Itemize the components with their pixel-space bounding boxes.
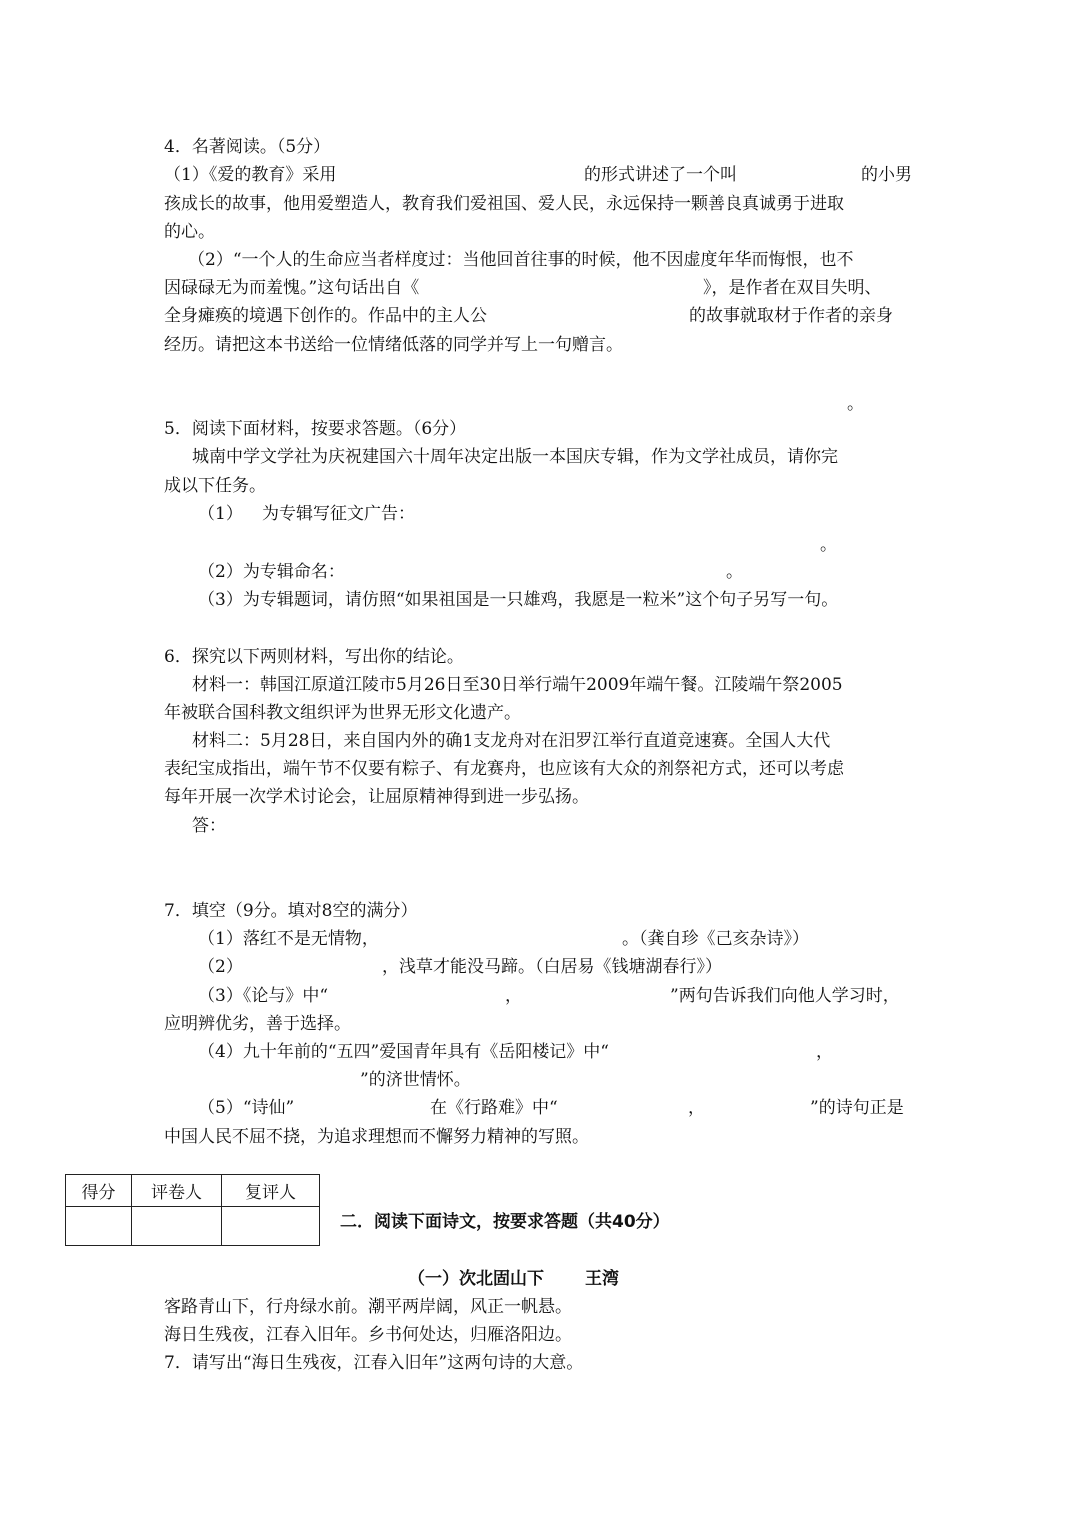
poem-line-2: 海日生残夜，江春入旧年。乡书何处达，归雁洛阳边。 [164, 1325, 572, 1345]
q6-m1-b: 年被联合国科教文组织评为世界无形文化遗产。 [164, 703, 521, 723]
grader-cell[interactable] [132, 1207, 222, 1246]
q4-p2-e: 的故事就取材于作者的亲身 [689, 306, 893, 326]
q6-m2-a: 材料二：5月28日，来自国内外的确1支龙舟对在汨罗江举行直道竞速赛。全国人大代 [192, 731, 831, 751]
q7-i2-b: ，浅草才能没马蹄。（白居易《钱塘湖春行》） [382, 957, 722, 977]
q4-p1-a: （1）《爱的教育》采用 [164, 165, 337, 185]
q6-answer: 答： [192, 816, 226, 836]
poem-author: 王湾 [585, 1269, 619, 1289]
poem-title: （一）次北固山下 [408, 1269, 544, 1289]
q7-i5-c: ， [688, 1098, 705, 1118]
q4-p2-d: 全身瘫痪的境遇下创作的。作品中的主人公 [164, 306, 487, 326]
section2-heading: 二．阅读下面诗文，按要求答题（共40分） [340, 1212, 670, 1232]
q7-i4-b: ， [816, 1042, 833, 1062]
q7-i3-c: ”两句告诉我们向他人学习时， [670, 986, 900, 1006]
q4-p1-c: 的小男 [861, 165, 912, 185]
grader-header: 评卷人 [132, 1175, 222, 1207]
q7-i5-e: 中国人民不屈不挠，为追求理想而不懈努力精神的写照。 [164, 1127, 589, 1147]
poem-line-1: 客路青山下，行舟绿水前。潮平两岸阔，风正一帆悬。 [164, 1297, 572, 1317]
section2-question: 7．请写出“海日生残夜，江春入旧年”这两句诗的大意。 [164, 1353, 584, 1373]
q4-p1-e: 的心。 [164, 222, 215, 242]
q7-i1-b: 。（龚自珍《己亥杂诗》） [622, 929, 809, 949]
q4-p2-b: 因碌碌无为而羞愧。”这句话出自《 [164, 278, 420, 298]
q7-i4-c: ”的济世情怀。 [360, 1070, 471, 1090]
q5-s1-num: （1） [198, 504, 243, 524]
q5-title: 5．阅读下面材料，按要求答题。（6分） [164, 419, 467, 439]
q5-s2-end: 。 [726, 562, 743, 582]
q5-s1-text: 为专辑写征文广告： [262, 504, 415, 524]
q5-intro-b: 成以下任务。 [164, 476, 266, 496]
q4-p2-c: 》，是作者在双目失明、 [703, 278, 882, 298]
q4-p1-b: 的形式讲述了一个叫 [584, 165, 737, 185]
q5-s3: （3）为专辑题词，请仿照“如果祖国是一只雄鸡，我愿是一粒米”这个句子另写一句。 [198, 590, 839, 610]
q7-i4-a: （4）九十年前的“五四”爱国青年具有《岳阳楼记》中“ [198, 1042, 609, 1062]
q4-title: 4．名著阅读。（5分） [164, 137, 331, 157]
q7-i2-a: （2） [198, 957, 243, 977]
reviewer-cell[interactable] [222, 1207, 320, 1246]
q7-i1-a: （1）落红不是无情物， [198, 929, 379, 949]
q7-i5-d: ”的诗句正是 [810, 1098, 904, 1118]
score-cell[interactable] [66, 1207, 132, 1246]
q6-m2-c: 每年开展一次学术讨论会，让屈原精神得到进一步弘扬。 [164, 787, 589, 807]
q7-i5-b: 在《行路难》中“ [430, 1098, 558, 1118]
q5-s2: （2）为专辑命名： [198, 562, 345, 582]
q5-intro-a: 城南中学文学社为庆祝建国六十周年决定出版一本国庆专辑，作为文学社成员，请你完 [192, 447, 838, 467]
q6-m1-a: 材料一：韩国江原道江陵市5月26日至30日举行端午2009年端午餐。江陵端午祭2005 [192, 675, 843, 695]
q7-title: 7．填空（9分。填对8空的满分） [164, 901, 418, 921]
q7-i3-b: ， [505, 986, 522, 1006]
q5-s1-end: 。 [820, 535, 837, 555]
score-table [65, 1174, 320, 1246]
q4-p2-f: 经历。请把这本书送给一位情绪低落的同学并写上一句赠言。 [164, 335, 623, 355]
q7-i3-d: 应明辨优劣，善于选择。 [164, 1014, 351, 1034]
q6-title: 6．探究以下两则材料，写出你的结论。 [164, 647, 464, 667]
q4-end: 。 [847, 394, 864, 414]
q7-i5-a: （5）“诗仙” [198, 1098, 295, 1118]
score-header: 得分 [66, 1175, 132, 1207]
q6-m2-b: 表纪宝成指出，端午节不仅要有粽子、有龙赛舟，也应该有大众的剂祭祀方式，还可以考虑 [164, 759, 844, 779]
reviewer-header: 复评人 [222, 1175, 320, 1207]
q7-i3-a: （3）《论与》中“ [198, 986, 329, 1006]
q4-p1-d: 孩成长的故事，他用爱塑造人，教育我们爱祖国、爱人民，永远保持一颗善良真诚勇于进取 [164, 194, 844, 214]
q4-p2-a: （2）“一个人的生命应当者样度过：当他回首往事的时候，他不因虚度年华而悔恨，也不 [188, 250, 854, 270]
